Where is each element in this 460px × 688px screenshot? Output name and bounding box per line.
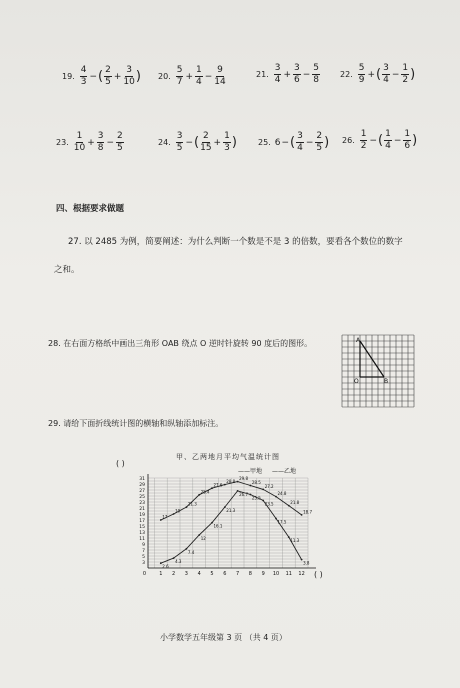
operator: +	[367, 69, 376, 80]
fraction: $\frac{2}{5}$	[117, 131, 123, 153]
operator: +	[213, 137, 222, 148]
fraction: $\frac{1}{10}$	[73, 131, 86, 153]
x-tick-label: 11	[285, 571, 292, 577]
legend-line-jia: ——	[238, 468, 250, 475]
line-chart	[126, 472, 326, 582]
y-tick-label: 11	[139, 537, 145, 542]
problem-number: 26.	[342, 136, 355, 145]
paren: (	[98, 69, 104, 84]
data-label-jia: 21.3	[187, 501, 197, 507]
y-axis-label-blank[interactable]: ( )	[116, 459, 125, 468]
paren: (	[290, 135, 296, 150]
problem-22	[340, 64, 415, 85]
y-tick-label: 27	[139, 489, 145, 494]
data-label-yi: 4.3	[175, 559, 182, 565]
x-tick-label: 4	[197, 571, 201, 577]
operator: −	[302, 69, 311, 80]
data-label-jia: 24.8	[277, 491, 287, 497]
paren: )	[412, 133, 418, 148]
fraction: $\frac{3}{4}$	[383, 63, 389, 85]
problem-number: 22.	[340, 70, 353, 79]
operator: −	[305, 137, 314, 148]
data-label-jia: 25.4	[200, 489, 210, 495]
data-label-yi: 23.5	[264, 501, 274, 507]
question-27-line1: 27. 以 2485 为例，简要阐述：为什么判断一个数是不是 3 的倍数，要看各个数位的数字	[68, 237, 403, 247]
problem-number: 25.	[258, 138, 271, 147]
data-label-jia: 27.2	[264, 483, 274, 489]
data-label-jia: 28.5	[251, 480, 261, 485]
data-label-yi: 25.5	[251, 495, 261, 501]
problem-25	[258, 132, 329, 153]
problem-20	[158, 66, 227, 87]
data-label-yi: 3.8	[303, 560, 310, 566]
x-tick-label: 2	[172, 571, 176, 577]
problem-number: 19.	[62, 72, 75, 81]
data-label-jia: 18.7	[303, 509, 313, 515]
y-tick-label: 21	[139, 507, 145, 512]
data-label-yi: 16.1	[213, 523, 223, 529]
operator: +	[87, 137, 95, 148]
x-tick-label: 10	[272, 571, 280, 577]
y-tick-label: 19	[139, 513, 145, 518]
section-heading: 四、根据要求做题	[56, 204, 125, 214]
question-28: 28. 在右面方格纸中画出三角形 OAB 绕点 O 逆时针旋转 90 度后的图形。	[48, 339, 313, 348]
y-tick-label: 3	[142, 561, 145, 566]
x-origin-label: 0	[142, 571, 146, 577]
data-label-yi: 26.7	[239, 491, 249, 497]
fraction: $\frac{1}{2}$	[360, 129, 367, 151]
problem-21	[256, 64, 321, 85]
data-label-jia: 19	[175, 508, 181, 514]
x-tick-label: 1	[159, 571, 163, 577]
fraction: $\frac{5}{7}$	[176, 65, 183, 87]
y-tick-label: 17	[139, 519, 145, 524]
fraction: $\frac{3}{4}$	[297, 131, 303, 153]
fraction: $\frac{3}{4}$	[274, 63, 281, 85]
problem-19	[62, 66, 141, 87]
fraction: $\frac{3}{5}$	[176, 131, 183, 153]
operator: −	[106, 137, 115, 148]
fraction: $\frac{1}{6}$	[404, 129, 411, 151]
point-label-a: A	[356, 337, 361, 344]
x-tick-label: 6	[223, 571, 227, 577]
square-grid	[340, 333, 416, 411]
operator: −	[281, 137, 290, 148]
fraction: $\frac{9}{14}$	[214, 65, 226, 87]
y-tick-label: 25	[139, 495, 145, 500]
fraction: $\frac{2}{5}$	[105, 65, 111, 87]
fraction: $\frac{2}{5}$	[316, 131, 323, 153]
operator: −	[369, 135, 378, 146]
problem-number: 21.	[256, 70, 269, 79]
problem-number: 24.	[158, 138, 171, 147]
data-label-yi: 2.6	[162, 564, 169, 570]
question-27-line2: 之和。	[54, 265, 80, 275]
paren: (	[194, 135, 200, 150]
data-label-jia: 17	[162, 514, 168, 520]
problem-number: 20.	[158, 72, 171, 81]
fraction: $\frac{4}{3}$	[80, 65, 87, 87]
fraction: $\frac{1}{4}$	[196, 65, 202, 87]
data-label-yi: 21.3	[226, 508, 236, 514]
fraction: $\frac{3}{6}$	[294, 63, 300, 85]
data-label-jia: 29.8	[239, 476, 249, 482]
x-tick-label: 9	[261, 571, 265, 577]
x-tick-label: 5	[210, 571, 214, 577]
data-label-jia: 21.8	[290, 500, 300, 506]
paren: (	[376, 67, 382, 82]
fraction: $\frac{3}{10}$	[123, 65, 135, 87]
operator: −	[204, 71, 213, 82]
data-label-yi: 7.4	[187, 549, 195, 555]
x-tick-label: 7	[236, 571, 240, 577]
legend-line-yi: ——	[271, 468, 284, 475]
fraction: $\frac{1}{3}$	[224, 131, 230, 153]
data-label-yi: 11.3	[290, 538, 300, 544]
operator: −	[89, 71, 98, 82]
paren: )	[135, 69, 141, 84]
y-tick-label: 23	[139, 501, 145, 506]
x-tick-label: 8	[248, 571, 252, 577]
question-29: 29. 请给下面折线统计图的横轴和纵轴添加标注。	[48, 419, 224, 428]
legend-label-yi: 乙地	[283, 468, 296, 475]
operator: −	[393, 135, 402, 146]
data-label-yi: 17.5	[277, 519, 287, 525]
point-label-o: O	[354, 378, 359, 385]
problem-23	[56, 132, 125, 153]
x-tick-label: 12	[298, 571, 305, 577]
legend-label-jia: 甲地	[250, 468, 263, 475]
point-label-b: B	[384, 378, 389, 385]
y-tick-label: 5	[142, 555, 145, 560]
problem-26	[342, 130, 417, 151]
fraction: $\frac{3}{8}$	[97, 131, 104, 153]
y-tick-label: 7	[142, 549, 145, 554]
fraction: $\frac{5}{9}$	[358, 63, 365, 85]
page-footer: 小学数学五年级第 3 页 （共 4 页）	[160, 633, 287, 642]
data-label-yi: 12	[200, 536, 206, 541]
paren: (	[378, 133, 384, 148]
y-tick-label: 13	[139, 531, 145, 536]
operator: −	[391, 69, 400, 80]
fraction: $\frac{2}{15}$	[200, 131, 212, 153]
y-tick-label: 31	[139, 477, 145, 482]
data-label-jia: 27.6	[213, 482, 223, 488]
operator: +	[113, 71, 122, 82]
problem-24	[158, 132, 237, 153]
operator: +	[185, 71, 194, 82]
operator: +	[283, 69, 292, 80]
paren: )	[231, 135, 237, 150]
paren: )	[324, 135, 330, 150]
fraction: $\frac{5}{8}$	[313, 63, 320, 85]
fraction: $\frac{1}{4}$	[385, 129, 391, 151]
x-axis-label-blank[interactable]: ( )	[314, 570, 323, 579]
fraction: $\frac{1}{2}$	[402, 63, 409, 85]
integer-term: 6	[274, 137, 281, 148]
chart-title: 甲、乙两地月平均气温统计图	[176, 453, 280, 461]
y-tick-label: 15	[139, 525, 145, 530]
paren: )	[410, 67, 416, 82]
y-tick-label: 29	[139, 483, 145, 488]
x-tick-label: 3	[184, 571, 188, 577]
data-label-jia: 28.8	[226, 479, 236, 485]
operator: −	[185, 137, 194, 148]
problem-number: 23.	[56, 138, 69, 147]
y-tick-label: 9	[142, 543, 145, 548]
